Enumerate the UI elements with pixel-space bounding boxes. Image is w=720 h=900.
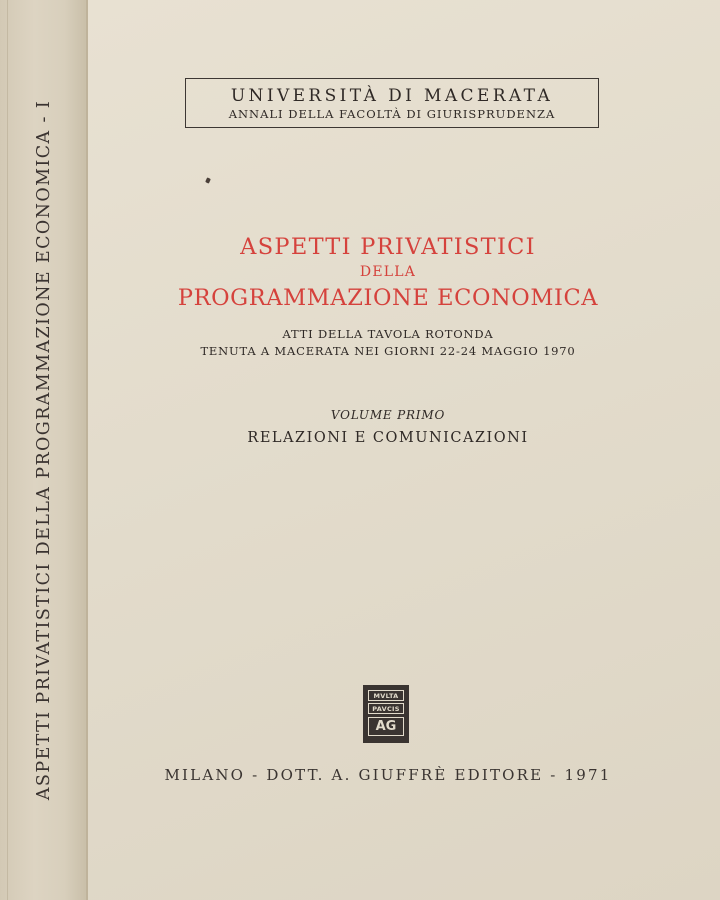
subtitle-line-1: ATTI DELLA TAVOLA ROTONDA <box>282 327 494 341</box>
university-name: UNIVERSITÀ DI MACERATA <box>230 86 554 106</box>
logo-initials: AG <box>368 717 404 736</box>
university-header-box <box>185 78 599 128</box>
title-line-1: ASPETTI PRIVATISTICI <box>240 234 536 260</box>
title-line-2: DELLA <box>359 264 417 280</box>
front-cover <box>88 0 720 900</box>
subtitle-line-2: TENUTA A MACERATA NEI GIORNI 22-24 MAGGIO 1970 <box>200 344 576 358</box>
book-spine <box>0 0 88 900</box>
publisher-imprint: MILANO - DOTT. A. GIUFFRÈ EDITORE - 1971 <box>164 766 612 784</box>
ink-speck <box>205 177 211 183</box>
spine-crease <box>7 0 8 900</box>
faculty-name: ANNALI DELLA FACOLTÀ DI GIURISPRUDENZA <box>228 107 556 121</box>
title-line-3: PROGRAMMAZIONE ECONOMICA <box>177 285 599 311</box>
volume-label: VOLUME PRIMO <box>330 408 446 422</box>
publisher-logo <box>363 685 409 743</box>
volume-title: RELAZIONI E COMUNICAZIONI <box>247 430 529 446</box>
logo-motto-1: MVLTA <box>368 690 404 701</box>
book-title <box>88 232 688 314</box>
book-subtitle <box>88 326 688 360</box>
logo-motto-2: PAVCIS <box>368 703 404 714</box>
spine-title: ASPETTI PRIVATISTICI DELLA PROGRAMMAZIONE ECONOMICA - I <box>34 99 54 801</box>
